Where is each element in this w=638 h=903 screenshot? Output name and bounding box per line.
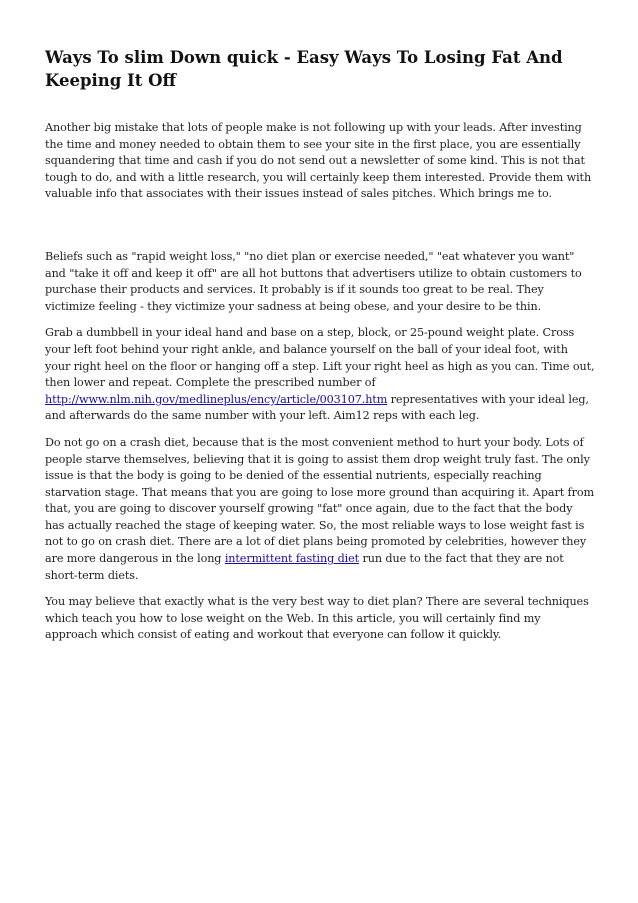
document-page <box>45 46 595 654</box>
paragraph-2: Beliefs such as "rapid weight loss," "no diet plan or exercise needed," "eat whatever you want" and "take it off and keep it off" are all hot buttons that advertisers utilize to obtain customers to purchase their products and services. It probably is if it sounds too great to be real. They victimize feeling - they victimize your sadness at being obese, and your desire to be thin. <box>45 249 582 313</box>
paragraph-4 <box>45 435 595 584</box>
paragraph-3-text-start: Grab a dumbbell in your ideal hand and base on a step, block, or 25-pound weight plate. Cross your left foot behind your right ankle, and balance yourself on the ball of your ideal foot, with your right heel on the floor or hanging off a step. Lift your right heel as high as you can. Time out, then lower and repeat. Complete the prescribed number of <box>45 326 595 390</box>
intermittent-fasting-link[interactable]: intermittent fasting diet <box>224 552 360 566</box>
paragraph-3 <box>45 325 595 425</box>
paragraph-3-text-end: representatives with your ideal leg, and afterwards do the same number with your left. Aim12 reps with each leg. <box>45 392 589 423</box>
medlineplus-link[interactable]: http://www.nlm.nih.gov/medlineplus/ency/article/003107.htm <box>45 392 388 406</box>
paragraph-4-text-end: run due to the fact that they are not short-term diets. <box>45 552 564 582</box>
page-title: Ways To slim Down quick - Easy Ways To Losing Fat And Keeping It Off <box>45 48 563 90</box>
paragraph-5: You may believe that exactly what is the very best way to diet plan? There are several techniques which teach you how to lose weight on the Web. In this article, you will certainly find my approach which consist of eating and workout that everyone can follow it quickly. <box>45 595 589 642</box>
paragraph-1: Another big mistake that lots of people make is not following up with your leads. After investing the time and money needed to obtain them to see your site in the first place, you are essentially squandering that time and cash if you do not send out a newsletter of some kind. This is not that tough to do, and with a little research, you will certainly keep them interested. Provide them with valuable info that associates with their issues instead of sales pitches. Which brings me to. <box>45 121 592 201</box>
paragraph-4-text-start: Do not go on a crash diet, because that is the most convenient method to hurt your body. Lots of people starve themselves, believing that it is going to assist them drop weight truly fast. The only issue is that the body is going to be denied of the essential nutrients, especially reaching starvation stage. That means that you are going to lose more ground than acquiring it. Apart from that, you are going to discover yourself growing "fat" once again, due to the fact that the body has actually reached the stage of keeping water. So, the most reliable ways to lose weight fast is not to go on crash diet. There are a lot of diet plans being promoted by celebrities, however they are more dangerous in the long <box>45 435 594 566</box>
